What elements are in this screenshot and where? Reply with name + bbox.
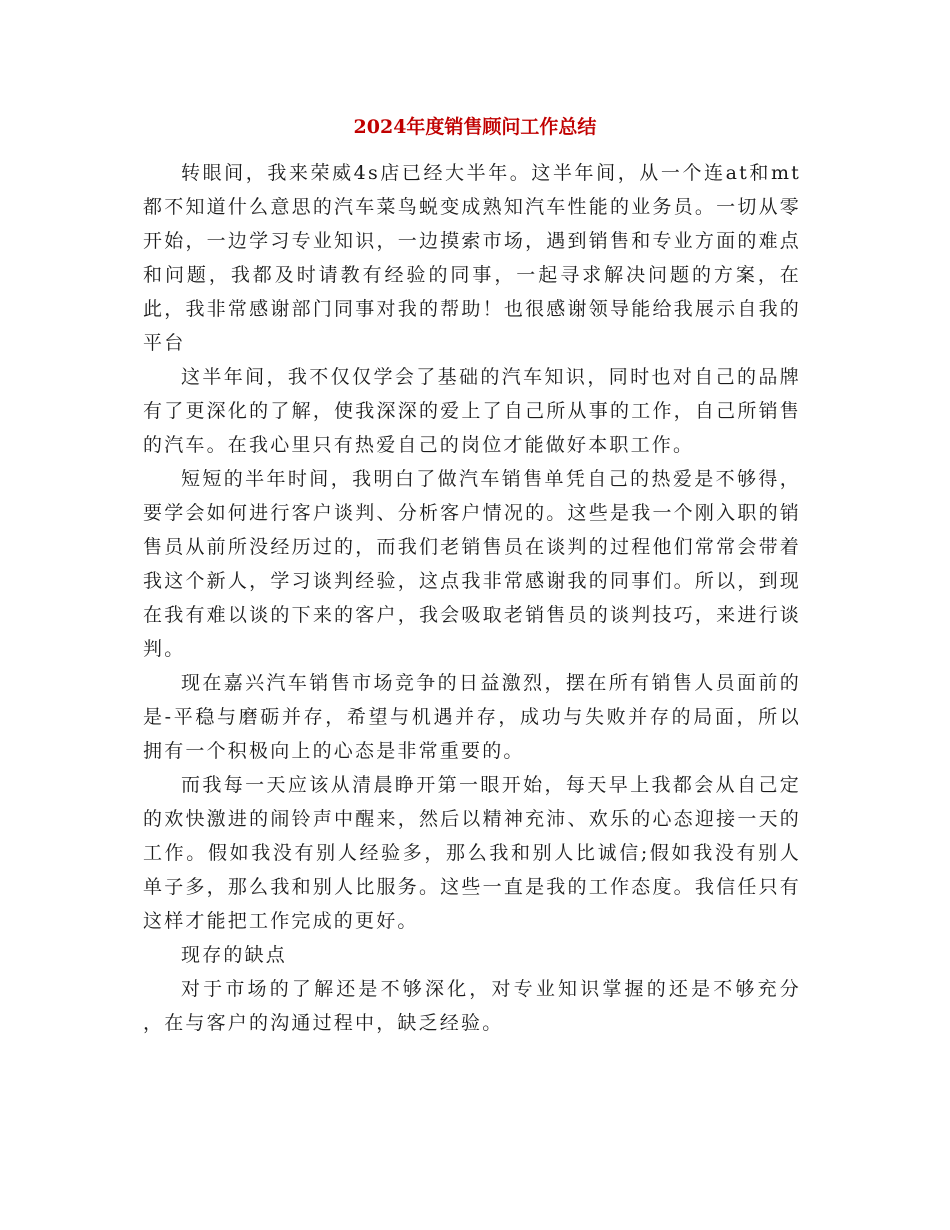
section-heading: 现存的缺点 — [181, 944, 288, 966]
document-body — [143, 156, 801, 1040]
paragraph: 而我每一天应该从清晨睁开第一眼开始，每天早上我都会从自己定的欢快激进的闹铃声中醒来，然后以精神充沛、欢乐的心态迎接一天的工作。假如我没有别人经验多，那么我和别人比诚信;假如我没有别人单子多，那么我和别人比服务。这些一直是我的工作态度。我信任只有这样才能把工作完成的更好。 — [143, 774, 801, 932]
paragraph: 这半年间，我不仅仅学会了基础的汽车知识，同时也对自己的品牌有了更深化的了解，使我深深的爱上了自己所从事的工作，自己所销售的汽车。在我心里只有热爱自己的岗位才能做好本职工作。 — [143, 366, 801, 456]
paragraph: 短短的半年时间，我明白了做汽车销售单凭自己的热爱是不够得，要学会如何进行客户谈判、分析客户情况的。这些是我一个刚入职的销售员从前所没经历过的，而我们老销售员在谈判的过程他们常常会带着我这个新人，学习谈判经验，这点我非常感谢我的同事们。所以，到现在我有难以谈的下来的客户，我会吸取老销售员的谈判技巧，来进行谈判。 — [143, 468, 801, 660]
paragraph: 转眼间，我来荣威4s店已经大半年。这半年间，从一个连at和mt都不知道什么意思的汽车菜鸟蜕变成熟知汽车性能的业务员。一切从零开始，一边学习专业知识，一边摸索市场，遇到销售和专业方面的难点和问题，我都及时请教有经验的同事，一起寻求解决问题的方案，在此，我非常感谢部门同事对我的帮助！也很感谢领导能给我展示自我的平台 — [143, 162, 801, 354]
document-title: 2024年度销售顾问工作总结 — [353, 116, 597, 138]
paragraph: 现在嘉兴汽车销售市场竞争的日益激烈，摆在所有销售人员面前的是-平稳与磨砺并存，希望与机遇并存，成功与失败并存的局面，所以拥有一个积极向上的心态是非常重要的。 — [143, 672, 801, 762]
paragraph: 对于市场的了解还是不够深化，对专业知识掌握的还是不够充分 ，在与客户的沟通过程中，缺乏经验。 — [143, 978, 801, 1034]
